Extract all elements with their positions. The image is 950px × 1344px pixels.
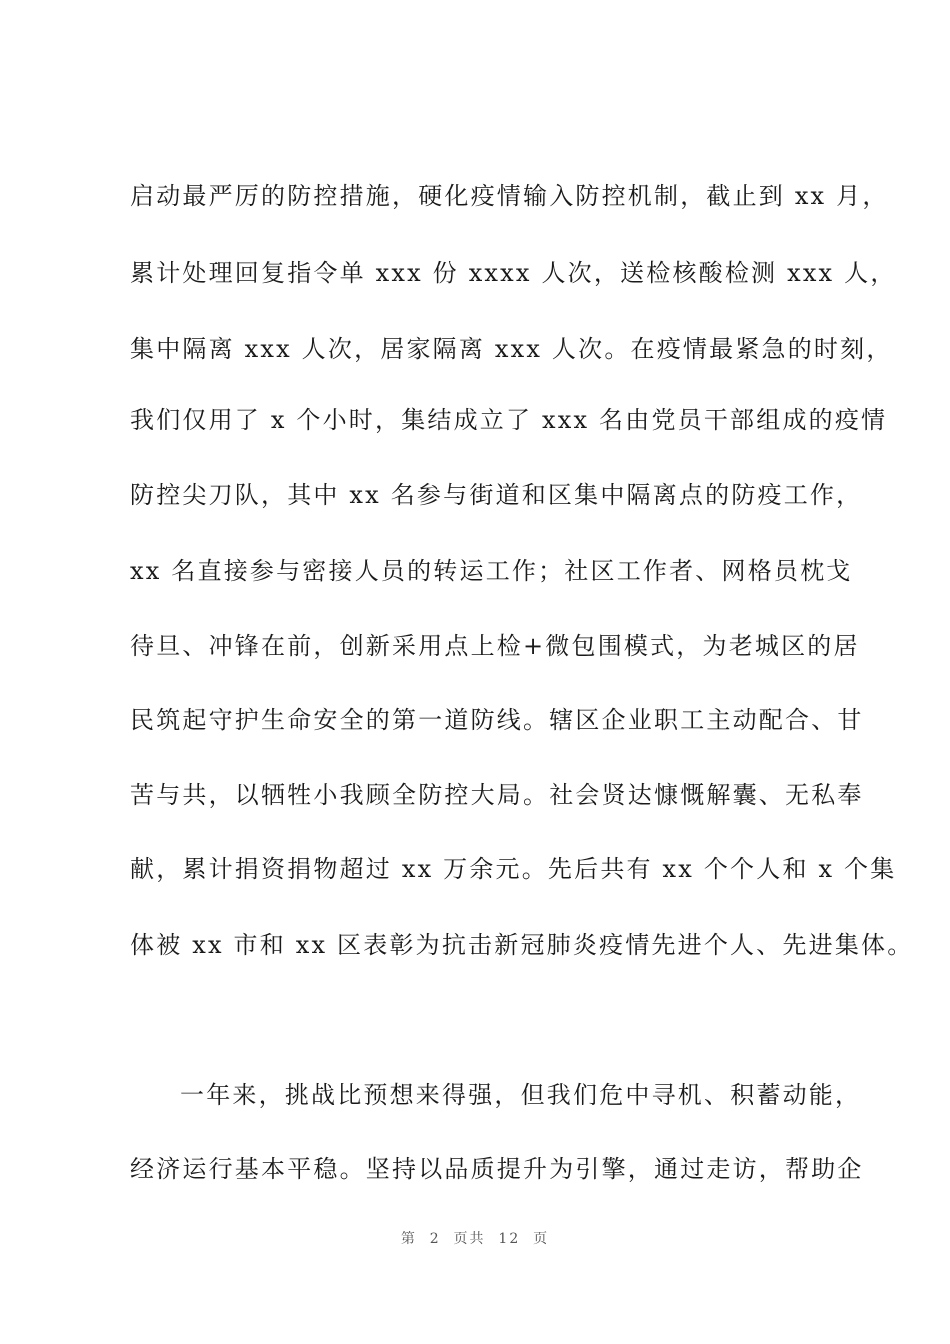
text-line: 经济运行基本平稳。坚持以品质提升为引擎，通过走访，帮助企 (130, 1155, 864, 1183)
text-line: 苦与共，以牺牲小我顾全防控大局。社会贤达慷慨解囊、无私奉 (130, 781, 864, 809)
text-line: 累计处理回复指令单 xxx 份 xxxx 人次，送检核酸检测 xxx 人， (130, 259, 897, 287)
text-line: 启动最严厉的防控措施，硬化疫情输入防控机制，截止到 xx 月， (130, 182, 889, 210)
text-line: 集中隔离 xxx 人次，居家隔离 xxx 人次。在疫情最紧急的时刻， (130, 335, 893, 363)
text-line: 一年来，挑战比预想来得强，但我们危中寻机、积蓄动能， (180, 1081, 862, 1109)
text-line: 民筑起守护生命安全的第一道防线。辖区企业职工主动配合、甘 (130, 706, 864, 734)
text-line: 体被 xx 市和 xx 区表彰为抗击新冠肺炎疫情先进个人、先进集体。 (130, 931, 914, 959)
text-line: 我们仅用了 x 个小时，集结成立了 xxx 名由党员干部组成的疫情 (130, 406, 888, 434)
text-line: 防控尖刀队，其中 xx 名参与街道和区集中隔离点的防疫工作， (130, 481, 863, 509)
text-line: 待旦、冲锋在前，创新采用点上检+微包围模式，为老城区的居 (130, 632, 860, 660)
page-footer: 第 2 页共 12 页 (400, 1231, 550, 1247)
text-line: 献，累计捐资捐物超过 xx 万余元。先后共有 xx 个个人和 x 个集 (130, 855, 897, 883)
text-line: xx 名直接参与密接人员的转运工作；社区工作者、网格员枕戈 (130, 557, 853, 585)
